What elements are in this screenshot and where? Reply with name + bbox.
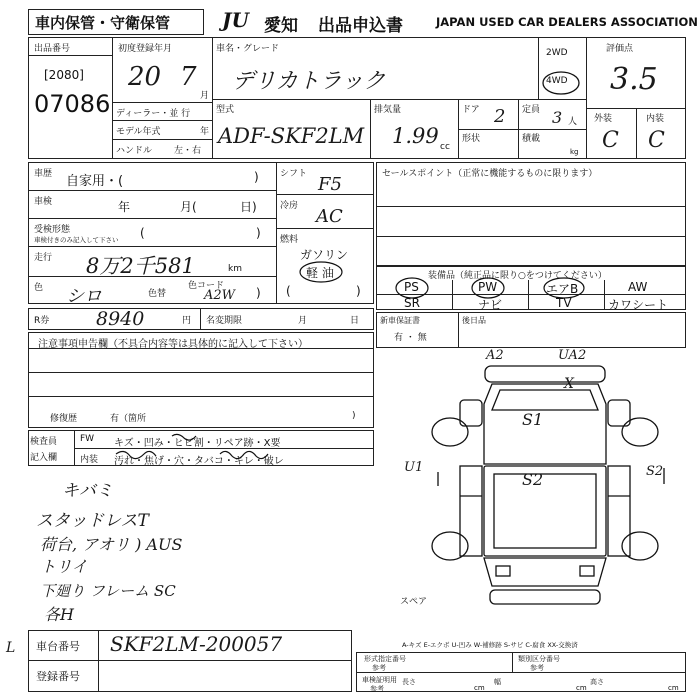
load-unit: kg (570, 148, 579, 156)
spare-label: スペア (400, 597, 428, 607)
history-value: 自家用・( (66, 174, 124, 189)
inspection-form-note: 車検付きのみ記入して下さい (34, 236, 119, 244)
inspection-form-close: ) (256, 226, 261, 240)
class-no-label: 類別区分番号 (518, 655, 560, 663)
history-label: 車歴 (34, 169, 53, 179)
inspector-fw-label: FW (80, 434, 95, 444)
inspection-label: 車検 (34, 197, 53, 207)
handle-options: 左・右 (174, 146, 202, 156)
diagram-mark-s2-center: S2 (522, 470, 544, 489)
chassis-label: 車台番号 (36, 640, 80, 653)
length-unit: cm (474, 684, 485, 692)
note-line-4: トリイ (40, 557, 88, 576)
displacement-value: 1.99 (392, 124, 439, 148)
color-code-label: 色コード (188, 281, 225, 291)
door-value: 2 (494, 106, 506, 127)
diagram-mark-s1: S1 (522, 410, 544, 429)
grade-score: 3.5 (610, 62, 658, 97)
note-line-2: スタッドレスT (36, 511, 149, 531)
after-label: 後日品 (462, 316, 486, 325)
inspector-label: 検査員 (30, 437, 58, 447)
registration-no-label: 登録番号 (36, 670, 80, 683)
mileage-value: 8万2千581 (86, 254, 195, 278)
equip-tv: TV (556, 296, 572, 310)
mileage-label: 走行 (34, 253, 53, 263)
model-label: 型式 (216, 105, 235, 115)
inspection-month: 月( (180, 200, 197, 214)
storage-label: 車内保管・守衛保管 (35, 14, 171, 32)
length-label: 長さ (402, 678, 416, 686)
note-line-5: 下廻り フレーム SC (40, 582, 176, 600)
diagram-mark-u1: U1 (404, 460, 424, 475)
recycle-value: 8940 (96, 308, 145, 330)
fuel-diesel-circle (298, 260, 344, 284)
inspector-scribbles (74, 430, 374, 466)
sales-point-label: セールスポイント（正常に機能するものに限ります） (382, 169, 598, 179)
fuel-diesel: 軽 油 (306, 266, 334, 280)
class-no-ref: 参考 (530, 664, 544, 672)
model-year-label: モデル年式 (116, 127, 161, 137)
inspector-entry-label: 記入欄 (30, 453, 58, 463)
equip-airbag: エアB (546, 282, 579, 296)
color-label: 色 (34, 283, 44, 293)
inspector-int-items: 汚れ・焦げ・穴・タバコ・キレ・破レ (114, 456, 284, 467)
fuel-open: ( (286, 284, 291, 298)
drive-4wd: 4WD (546, 76, 568, 86)
inspection-year: 年 (118, 200, 131, 214)
interior-value: C (648, 128, 665, 153)
capacity-label: 定員 (522, 105, 541, 115)
notes-label: 注意事項申告欄（不具合内容等は具体的に記入して下さい） (38, 339, 308, 350)
inspection-form-label: 受検形態 (34, 225, 71, 235)
cert-ref: 参考 (370, 685, 384, 693)
org-english: JAPAN USED CAR DEALERS ASSOCIATION (436, 15, 698, 29)
vehicle-name-label: 車名・グレード (216, 44, 280, 54)
color-value: シロ (66, 286, 102, 307)
mileage-unit: km (228, 264, 242, 274)
height-unit: cm (668, 684, 679, 692)
note-line-1: キバミ (62, 481, 113, 501)
grade-label: 評価点 (606, 44, 634, 54)
capacity-value: 3 (552, 108, 563, 127)
model-year-unit: 年 (200, 127, 210, 137)
lot-number: 07086 (34, 90, 111, 118)
history-close: ) (254, 170, 259, 184)
equip-navi: ナビ (478, 298, 503, 312)
ac-value: AC (316, 206, 343, 227)
name-change-label: 名変期限 (206, 316, 243, 326)
color-close: ) (256, 286, 261, 300)
registration-month-unit: 月 (200, 91, 210, 101)
inspector-int-label: 内装 (80, 455, 99, 465)
shift-value: F5 (318, 174, 342, 195)
shape-no-label: 形式指定番号 (364, 655, 406, 663)
diagram-mark-s2-right: S2 (646, 464, 664, 479)
chassis-value: SKF2LM-200057 (110, 632, 283, 656)
model-value: ADF-SKF2LM (218, 124, 365, 148)
org-name: 愛知 (264, 16, 298, 36)
door-label: ドア (462, 105, 480, 115)
diagram-mark-a2: A2 (486, 348, 504, 363)
exterior-label: 外装 (594, 114, 613, 124)
name-change-month: 月 (298, 316, 308, 326)
height-label: 高さ (590, 678, 604, 686)
repair-value: 有（箇所 (110, 414, 147, 424)
repair-label: 修復歴 (50, 414, 78, 424)
name-change-day: 日 (350, 316, 360, 326)
note-line-6: 各H (44, 605, 74, 624)
new-car-cert-options: 有 ・ 無 (394, 333, 427, 343)
width-label: 幅 (494, 678, 501, 686)
shape-label: 形状 (462, 134, 481, 144)
capacity-unit: 人 (568, 117, 578, 127)
note-line-3: 荷台, アオリ ) AUS (40, 535, 183, 554)
interior-label: 内装 (646, 114, 665, 124)
displacement-unit: cc (440, 142, 450, 152)
displacement-label: 排気量 (374, 105, 402, 115)
recycle-unit: 円 (182, 316, 192, 326)
vehicle-name-value: デリカトラック (232, 69, 386, 94)
cert-label: 車検証明用 (362, 676, 397, 684)
new-car-cert-label: 新車保証書 (380, 316, 420, 325)
drive-4wd-circle (541, 70, 581, 96)
equip-pw: PW (478, 280, 498, 294)
equip-aw: AW (628, 280, 648, 294)
fuel-label: 燃料 (280, 235, 299, 245)
chassis-side-mark: L (6, 640, 16, 656)
lot-sub-number: [2080] (44, 68, 84, 82)
vehicle-diagram (430, 360, 680, 620)
color-change-label: 色替 (148, 289, 167, 299)
equipment-circles (376, 276, 686, 302)
equip-ps: PS (404, 280, 419, 294)
recycle-box (28, 308, 374, 330)
damage-legend: A-キズ E-エクボ U-凹み W-補修跡 S-サビ C-腐食 XX-交換済 (402, 641, 578, 649)
equip-leather-seat: カワシート (608, 298, 669, 312)
lot-label: 出品番号 (34, 44, 71, 54)
inspection-day: 日) (240, 200, 257, 214)
equipment-label: 装備品（純正品に限り○をつけてください） (428, 271, 607, 281)
registration-label: 初度登録年月 (118, 44, 173, 54)
width-unit: cm (576, 684, 587, 692)
diagram-mark-x: X (564, 376, 574, 392)
registration-month: 7 (180, 62, 197, 92)
fuel-close: ) (356, 284, 361, 298)
equip-sr: SR (404, 296, 420, 310)
shape-no-ref: 参考 (372, 664, 386, 672)
repair-close: ) (352, 411, 356, 421)
ac-label: 冷房 (280, 201, 299, 211)
color-code-value: A2W (204, 288, 236, 303)
handle-label: ハンドル (116, 146, 153, 156)
form-title: 出品申込書 (318, 16, 403, 36)
fuel-gasoline: ガソリン (300, 248, 349, 262)
exterior-value: C (602, 128, 619, 153)
inspector-fw-items: キズ・凹み・ヒビ割・リペア跡・X要 (114, 438, 281, 449)
inspection-form-open: ( (140, 226, 145, 240)
drive-2wd: 2WD (546, 48, 568, 58)
ju-logo: JU (222, 8, 249, 32)
load-label: 積載 (522, 134, 541, 144)
dealer-label: ディーラー・並 行 (116, 109, 191, 119)
registration-year: 20 (128, 62, 162, 92)
shift-label: シフト (280, 169, 308, 179)
diagram-mark-ua2: UA2 (558, 348, 587, 363)
recycle-label: R券 (34, 316, 50, 326)
